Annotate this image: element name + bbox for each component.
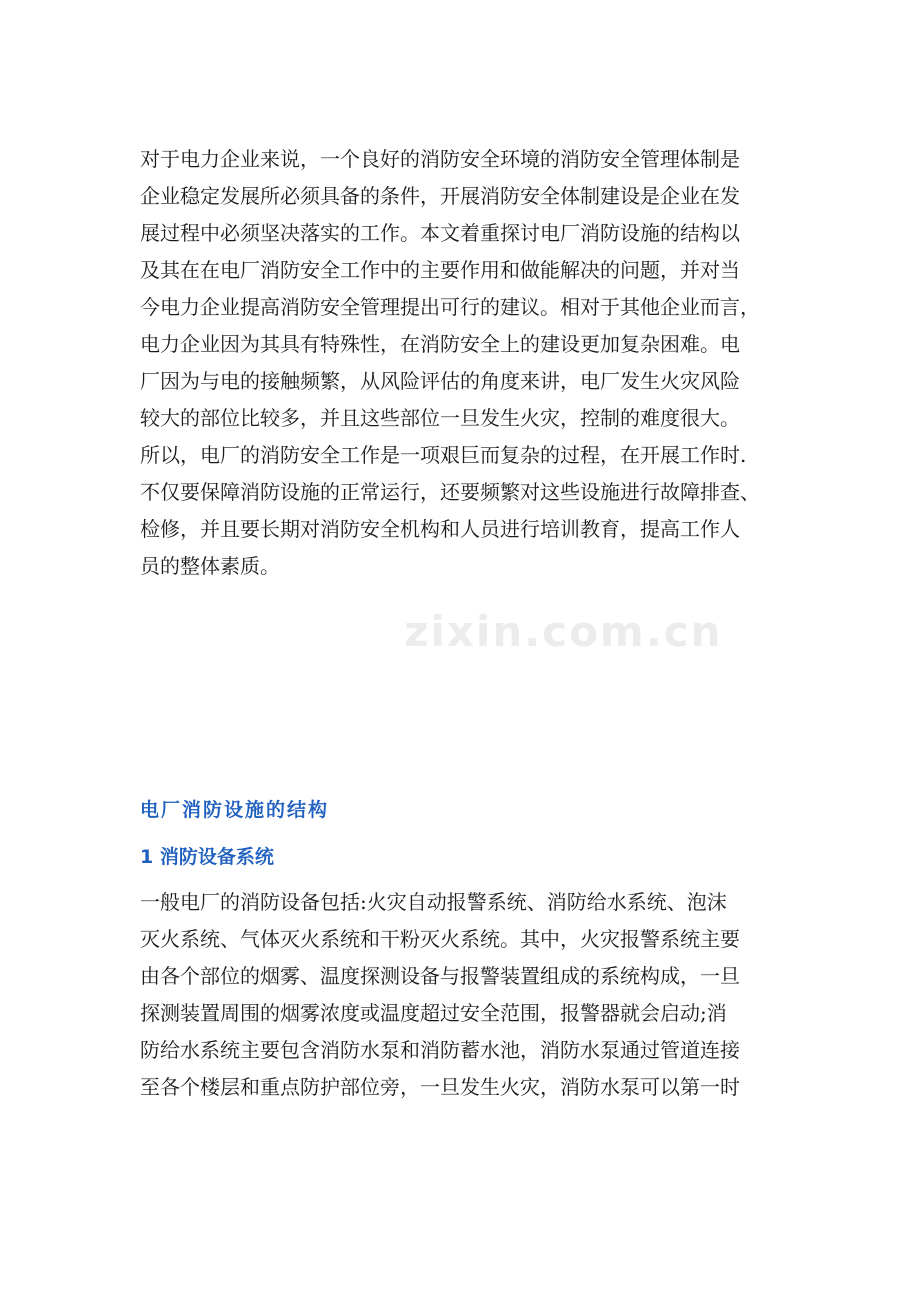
paragraph-line: 较大的部位比较多，并且这些部位一旦发生火灾，控制的难度很大。 <box>140 406 740 430</box>
paragraph-line: 检修，并且要长期对消防安全机构和人员进行培训教育，提高工作人 <box>140 517 740 541</box>
paragraph-line: 展过程中必须坚决落实的工作。本文着重探讨电厂消防设施的结构以 <box>140 221 740 245</box>
intro-paragraph <box>140 141 790 585</box>
watermark-text: zixin.com.cn <box>404 607 723 656</box>
paragraph-line: 灭火系统、气体灭火系统和干粉灭火系统。其中，火灾报警系统主要 <box>140 927 740 951</box>
paragraph-line: 电力企业因为其具有特殊性，在消防安全上的建设更加复杂困难。电 <box>140 332 740 356</box>
paragraph-line: 厂因为与电的接触频繁，从风险评估的角度来讲，电厂发生火灾风险 <box>140 369 740 393</box>
paragraph-line: 企业稳定发展所必须具备的条件，开展消防安全体制建设是企业在发 <box>140 184 740 208</box>
paragraph-line: 由各个部位的烟雾、温度探测设备与报警装置组成的系统构成，一旦 <box>140 964 740 988</box>
paragraph-line: 员的整体素质。 <box>140 554 280 578</box>
paragraph-line: 防给水系统主要包含消防水泵和消防蓄水池，消防水泵通过管道连接 <box>140 1038 740 1062</box>
paragraph-line: 及其在在电厂消防安全工作中的主要作用和做能解决的问题，并对当 <box>140 258 740 282</box>
paragraph-line: 不仅要保障消防设施的正常运行，还要频繁对这些设施进行故障排查、 <box>140 480 760 504</box>
paragraph-line: 今电力企业提高消防安全管理提出可行的建议。相对于其他企业而言， <box>140 295 760 319</box>
sub-heading: 1 消防设备系统 <box>140 846 274 868</box>
paragraph-line: 探测装置周围的烟雾浓度或温度超过安全范围，报警器就会启动;消 <box>140 1001 727 1025</box>
paragraph-line: 对于电力企业来说，一个良好的消防安全环境的消防安全管理体制是 <box>140 147 740 171</box>
paragraph-line: 至各个楼层和重点防护部位旁，一旦发生火灾，消防水泵可以第一时 <box>140 1075 740 1099</box>
paragraph-line: 所以，电厂的消防安全工作是一项艰巨而复杂的过程，在开展工作时. <box>140 443 747 467</box>
body-paragraph <box>140 884 790 1106</box>
section-heading: 电厂消防设施的结构 <box>140 799 330 821</box>
paragraph-line: 一般电厂的消防设备包括:火灾自动报警系统、消防给水系统、泡沫 <box>140 890 727 914</box>
